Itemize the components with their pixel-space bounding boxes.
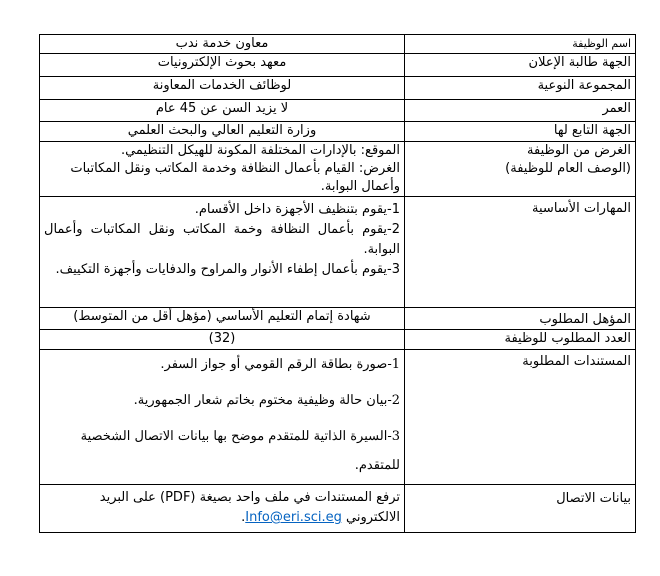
purpose-location: الموقع: بالإدارات المختلفة المكونة للهيكل التنظيمي.	[120, 143, 400, 158]
row-announcing-entity	[40, 54, 636, 77]
contact-end: .	[241, 510, 246, 525]
label-qualification: المؤهل المطلوب	[405, 308, 636, 330]
label-documents: المستندات المطلوبة	[405, 350, 636, 485]
label-affiliation: الجهة التابع لها	[405, 122, 636, 142]
value-announcing-entity: معهد بحوث الإلكترونيات	[40, 54, 405, 77]
label-age: العمر	[405, 100, 636, 122]
document-item: 3-السيرة الذاتية للمتقدم موضح بها بيانات الاتصال الشخصية للمتقدم.	[80, 429, 400, 473]
skill-item: 2-يقوم بأعمال النظافة وخمة المكاتب ونقل المكاتبات وأعمال البوابة.	[44, 222, 400, 257]
contact-text: ترفع المستندات في ملف واحد بصيغة (PDF) على البريد الالكتروني	[99, 490, 400, 525]
label-group: المجموعة النوعية	[405, 77, 636, 100]
row-age	[40, 100, 636, 122]
value-affiliation: وزارة التعليم العالي والبحث العلمي	[40, 122, 405, 142]
value-job-name: معاون خدمة ندب	[40, 35, 405, 54]
label-contact: بيانات الاتصال	[405, 485, 636, 533]
row-purpose	[40, 142, 636, 197]
value-purpose	[40, 142, 405, 197]
skill-item: 3-يقوم بأعمال إطفاء الأنوار والمراوح والدفايات وأجهزة التكييف.	[55, 262, 400, 277]
value-skills	[40, 197, 405, 308]
label-job-name: اسم الوظيفة	[405, 35, 636, 54]
row-contact	[40, 485, 636, 533]
label-purpose-line2: (الوصف العام للوظيفة)	[505, 161, 631, 176]
label-purpose-line1: الغرض من الوظيفة	[527, 143, 631, 158]
row-job-name	[40, 35, 636, 54]
row-skills	[40, 197, 636, 308]
job-announcement-table	[39, 34, 636, 533]
row-count	[40, 330, 636, 350]
document-item: 2-بيان حالة وظيفية مختوم بخاتم شعار الجمهورية.	[133, 393, 400, 408]
label-skills: المهارات الأساسية	[405, 197, 636, 308]
label-purpose	[405, 142, 636, 197]
label-announcing-entity: الجهة طالبة الإعلان	[405, 54, 636, 77]
row-group	[40, 77, 636, 100]
label-count: العدد المطلوب للوظيفة	[405, 330, 636, 350]
value-contact	[40, 485, 405, 533]
value-documents	[40, 350, 405, 485]
purpose-goal: الغرض: القيام بأعمال النظافة وخدمة المكاتب ونقل المكاتبات وأعمال البوابة.	[70, 161, 400, 194]
value-group: لوظائف الخدمات المعاونة	[40, 77, 405, 100]
row-documents	[40, 350, 636, 485]
contact-email-link[interactable]: Info@eri.sci.eg	[245, 510, 342, 525]
row-affiliation	[40, 122, 636, 142]
value-age: لا يزيد السن عن 45 عام	[40, 100, 405, 122]
document-item: 1-صورة بطاقة الرقم القومي أو جواز السفر.	[160, 357, 400, 372]
skill-item: 1-يقوم بتنظيف الأجهزة داخل الأقسام.	[194, 202, 400, 217]
value-count: (32)	[40, 330, 405, 350]
row-qualification	[40, 308, 636, 330]
value-qualification: شهادة إتمام التعليم الأساسي (مؤهل أقل من المتوسط)	[40, 308, 405, 330]
